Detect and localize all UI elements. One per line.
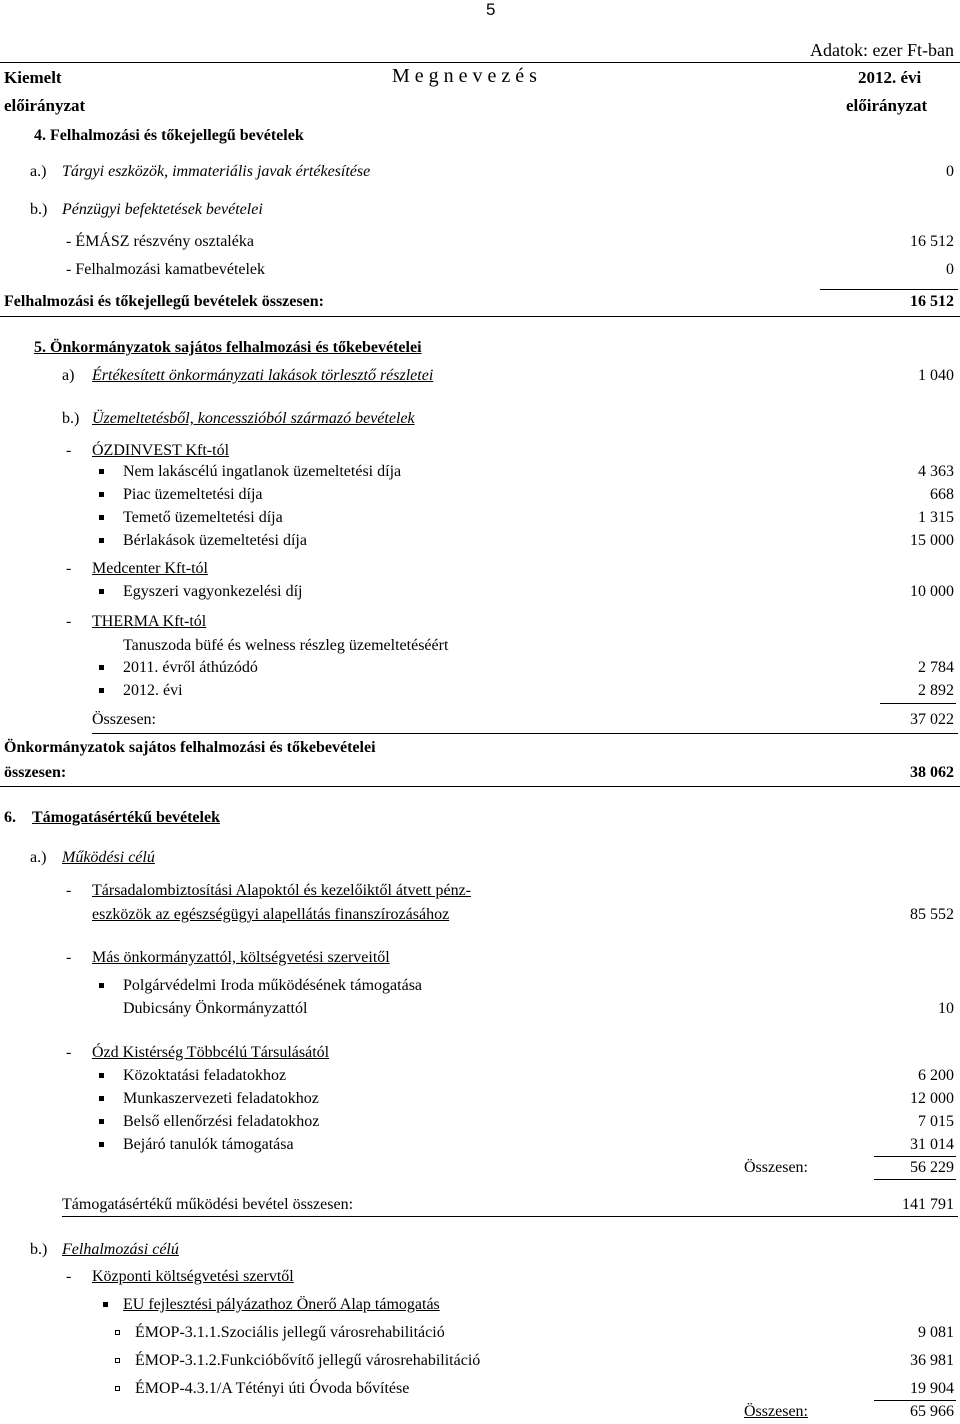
header-top-rule — [0, 62, 960, 63]
s6-a-total-rule — [62, 1216, 958, 1217]
s6-okt-dash: - — [66, 1044, 72, 1061]
s5-b-prefix: b.) — [62, 410, 80, 427]
bullet-icon — [99, 688, 104, 693]
s6-eu-sum-rule — [874, 1400, 956, 1401]
s5-ozd-label: ÓZDINVEST Kft-tól — [92, 442, 230, 459]
s6-okt-item-value: 7 015 — [918, 1113, 954, 1130]
s5-ozd-item-value: 1 315 — [918, 509, 954, 526]
header-col-megnevezes: M e g n e v e z é s — [392, 65, 537, 87]
s6-eu-item-value: 36 981 — [910, 1352, 954, 1369]
s5-ozd-item-value: 4 363 — [918, 463, 954, 480]
s5-med-dash: - — [66, 560, 72, 577]
s4-b2-label: - Felhalmozási kamatbevételek — [66, 261, 266, 278]
header-col-kiemelt: Kiemelt — [4, 68, 62, 87]
s5-med-item-label: Egyszeri vagyonkezelési díj — [123, 583, 303, 600]
s5-b-label: Üzemeltetésből, koncesszióból származó bevételek — [92, 410, 415, 427]
s5-ozd-item-label: Piac üzemeltetési díja — [123, 486, 263, 503]
s6-mo-dash: - — [66, 949, 72, 966]
s5-ozd-dash: - — [66, 442, 72, 459]
s5-total-line2: összesen: — [4, 764, 67, 781]
bullet-icon — [99, 983, 104, 988]
s6-ta-dash: - — [66, 882, 72, 899]
s6-eu-label: EU fejlesztési pályázathoz Önerő Alap támogatás — [123, 1296, 440, 1313]
page-number: 5 — [486, 0, 496, 19]
s4-b1-label: - ÉMÁSZ részvény osztaléka — [66, 233, 254, 250]
s6-okt-item-value: 6 200 — [918, 1067, 954, 1084]
s4-b-prefix: b.) — [30, 201, 48, 218]
s6-kk-label: Központi költségvetési szervtől — [92, 1268, 294, 1285]
s6-a-label: Működési célú — [62, 849, 155, 866]
s5-med-label: Medcenter Kft-tól — [92, 560, 208, 577]
s4-total-bottom-rule — [0, 316, 960, 317]
section-6-number: 6. — [4, 809, 16, 826]
s5-total-value: 38 062 — [910, 764, 954, 781]
header-col-eloiranyzat: előirányzat — [4, 96, 86, 115]
header-col-year-eloiranyzat: előirányzat — [846, 96, 928, 115]
s5-b-total-rule — [92, 733, 958, 734]
s6-eu-item-value: 9 081 — [918, 1324, 954, 1341]
s5-total-rule — [0, 786, 960, 787]
bullet-icon — [99, 1142, 104, 1147]
s6-eu-total-label: Összesen: — [744, 1403, 808, 1420]
s6-a-total-value: 141 791 — [902, 1196, 954, 1213]
s5-therma-item-label: 2012. évi — [123, 682, 183, 699]
bullet-icon — [103, 1302, 108, 1307]
s5-therma-label: THERMA Kft-tól — [92, 613, 207, 630]
s6-okt-label: Ózd Kistérség Többcélú Társulásától — [92, 1044, 330, 1061]
s6-b-label: Felhalmozási célú — [62, 1241, 179, 1258]
bullet-icon — [99, 1096, 104, 1101]
s6-ta-value: 85 552 — [910, 906, 954, 923]
s5-therma-item-value: 2 892 — [918, 682, 954, 699]
s6-okt-total-value: 56 229 — [910, 1159, 954, 1176]
section-5-title-text: 5. Önkormányzatok sajátos felhalmozási és tőkebevételei — [34, 339, 422, 356]
s4-total-value: 16 512 — [910, 293, 954, 310]
s6-okt-total-rule — [874, 1179, 956, 1180]
bullet-icon — [99, 538, 104, 543]
s5-ozd-item-label: Bérlakások üzemeltetési díja — [123, 532, 307, 549]
s4-b2-value: 0 — [946, 261, 954, 278]
s6-a-prefix: a.) — [30, 849, 47, 866]
s6-ta-line1: Társadalombiztosítási Alapoktól és kezelőiktől átvett pénz- — [92, 882, 471, 899]
s6-eu-item-label: ÉMOP-3.1.2.Funkcióbővítő jellegű városrehabilitáció — [135, 1352, 481, 1369]
s6-mo-item-line1: Polgárvédelmi Iroda működésének támogatása — [123, 977, 423, 994]
s6-eu-item-label: ÉMOP-3.1.1.Szociális jellegű városrehabilitáció — [135, 1324, 445, 1341]
s4-b1-value: 16 512 — [910, 233, 954, 250]
s5-a-label: Értékesített önkormányzati lakások törlesztő részletei — [92, 367, 434, 384]
s6-okt-item-label: Közoktatási feladatokhoz — [123, 1067, 287, 1084]
s4-total-label: Felhalmozási és tőkejellegű bevételek összesen: — [4, 293, 324, 310]
bullet-icon — [99, 665, 104, 670]
s5-b-total-value: 37 022 — [910, 711, 954, 728]
s6-okt-item-label: Belső ellenőrzési feladatokhoz — [123, 1113, 320, 1130]
s5-therma-dash: - — [66, 613, 72, 630]
s6-okt-total-label: Összesen: — [744, 1159, 808, 1176]
s5-ozd-item-value: 15 000 — [910, 532, 954, 549]
s5-med-item-value: 10 000 — [910, 583, 954, 600]
s4-b-label: Pénzügyi befektetések bevételei — [62, 201, 263, 218]
s6-eu-item-label: ÉMOP-4.3.1/A Tétényi úti Óvoda bővítése — [135, 1380, 410, 1397]
s5-total-line1: Önkormányzatok sajátos felhalmozási és tőkebevételei — [4, 739, 376, 756]
bullet-icon — [99, 469, 104, 474]
unit-note: Adatok: ezer Ft-ban — [810, 40, 954, 60]
s6-okt-item-label: Bejáró tanulók támogatása — [123, 1136, 294, 1153]
hollow-bullet-icon — [115, 1358, 120, 1363]
s5-b-sum-rule — [880, 703, 956, 704]
s5-ozd-item-value: 668 — [930, 486, 954, 503]
s6-okt-item-label: Munkaszervezeti feladatokhoz — [123, 1090, 319, 1107]
s5-therma-sub: Tanuszoda büfé és welness részleg üzemeltetéséért — [123, 637, 449, 654]
s6-eu-total-value: 65 966 — [910, 1403, 954, 1420]
s6-a-total-label: Támogatásértékű működési bevétel összesen: — [62, 1196, 354, 1213]
s5-ozd-item-label: Nem lakáscélú ingatlanok üzemeltetési díja — [123, 463, 402, 480]
s6-b-prefix: b.) — [30, 1241, 48, 1258]
s6-mo-label: Más önkormányzattól, költségvetési szerveitől — [92, 949, 390, 966]
s5-b-total-label: Összesen: — [92, 711, 156, 728]
s6-mo-item-value: 10 — [938, 1000, 954, 1017]
s6-ta-line2: eszközök az egészségügyi alapellátás finanszírozásához — [92, 906, 450, 923]
s6-mo-item-line2: Dubicsány Önkormányzattól — [123, 1000, 308, 1017]
s4-total-top-rule — [820, 289, 958, 290]
bullet-icon — [99, 1119, 104, 1124]
section-4-title: 4. Felhalmozási és tőkejellegű bevételek — [34, 127, 304, 144]
s4-a-prefix: a.) — [30, 163, 47, 180]
hollow-bullet-icon — [115, 1386, 120, 1391]
s6-okt-item-value: 31 014 — [910, 1136, 954, 1153]
bullet-icon — [99, 492, 104, 497]
s6-okt-sum-rule — [874, 1156, 956, 1157]
bullet-icon — [99, 589, 104, 594]
bullet-icon — [99, 1073, 104, 1078]
section-6-title: Támogatásértékű bevételek — [32, 809, 220, 826]
section-5-title — [34, 338, 422, 358]
s5-a-prefix: a) — [62, 367, 75, 384]
s5-a-value: 1 040 — [918, 367, 954, 384]
s4-a-label: Tárgyi eszközök, immateriális javak értékesítése — [62, 163, 371, 180]
s6-okt-item-value: 12 000 — [910, 1090, 954, 1107]
bullet-icon — [99, 515, 104, 520]
s5-ozd-item-label: Temető üzemeltetési díja — [123, 509, 283, 526]
s5-therma-item-value: 2 784 — [918, 659, 954, 676]
hollow-bullet-icon — [115, 1330, 120, 1335]
s4-a-value: 0 — [946, 163, 954, 180]
header-col-year: 2012. évi — [858, 68, 922, 87]
s6-eu-item-value: 19 904 — [910, 1380, 954, 1397]
s6-kk-dash: - — [66, 1268, 72, 1285]
s5-therma-item-label: 2011. évről áthúzódó — [123, 659, 258, 676]
